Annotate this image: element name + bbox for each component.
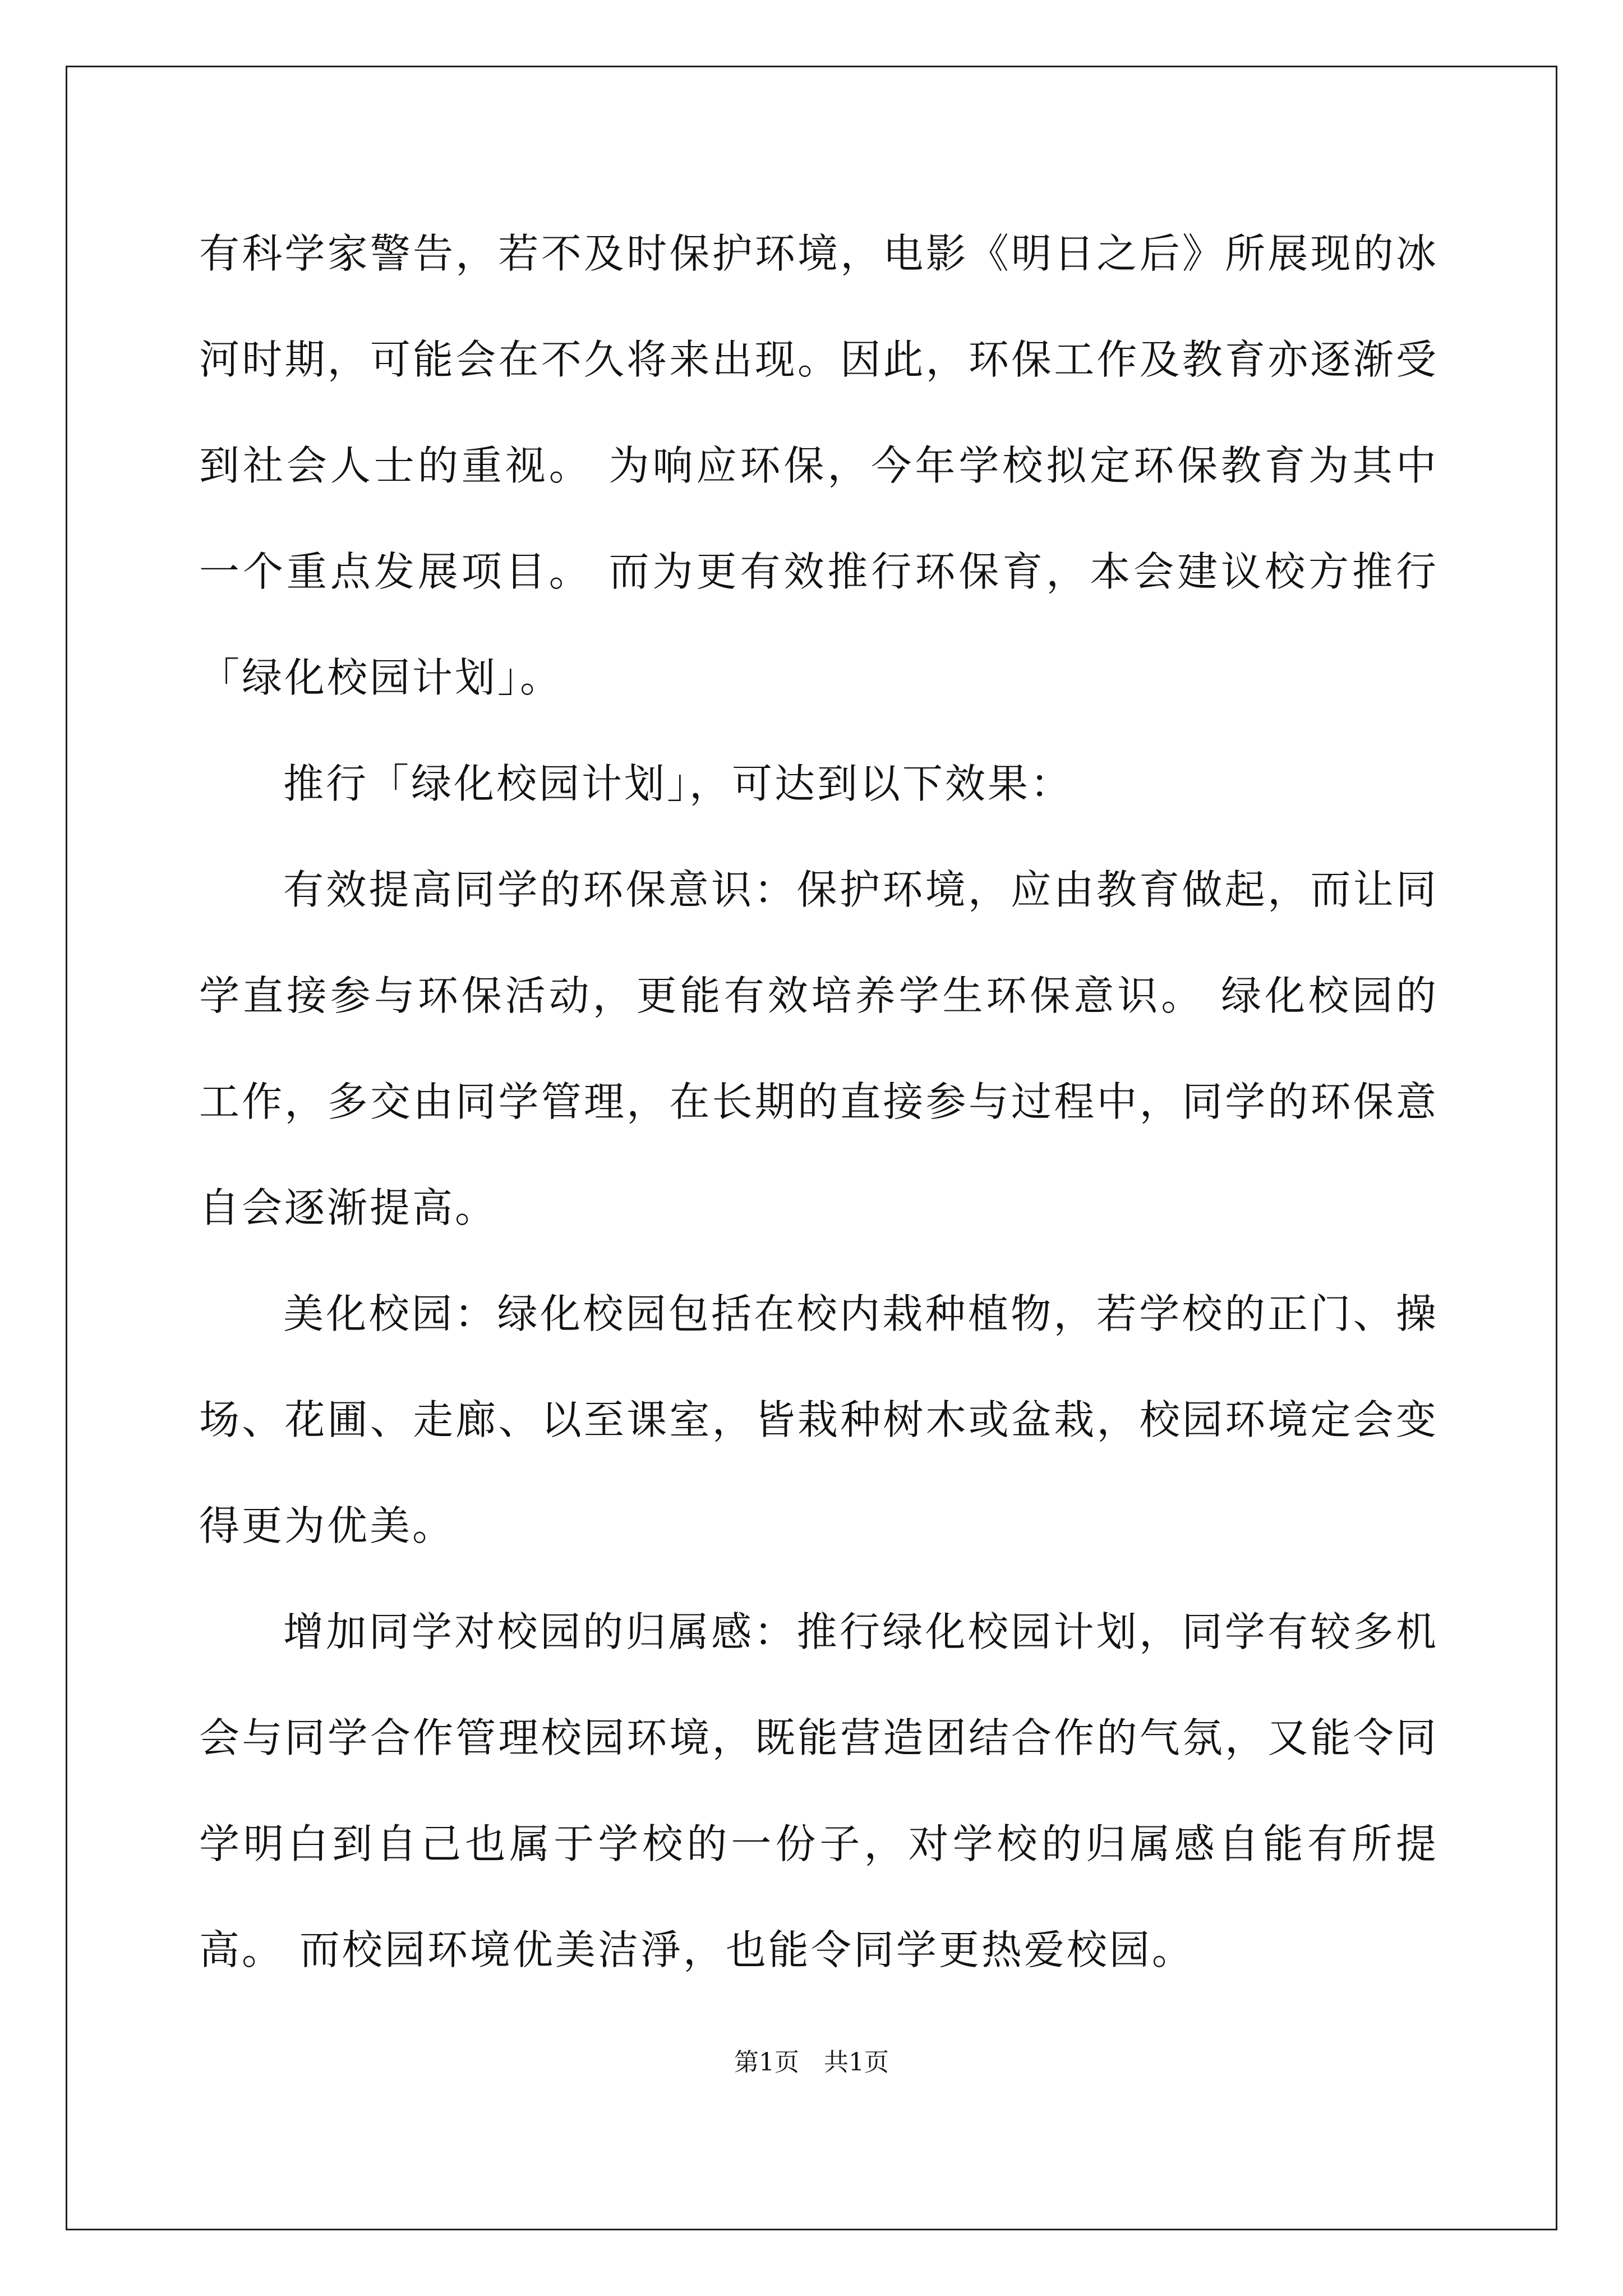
paragraph-beautify: 美化校园：绿化校园包括在校内栽种植物，若学校的正门、操场、花圃、走廊、以至课室，皆栽种树木或盆栽，校园环境定会变得更为优美。 — [199, 1290, 1438, 1549]
paragraph-intro: 有科学家警告，若不及时保护环境，电影《明日之后》所展现的冰河时期，可能会在不久将来出现。因此，环保工作及教育亦逐渐受到社会人士的重视。 为响应环保，今年学校拟定环保教育为其中一个重点发展项目。 而为更有效推行环保育，本会建议校方推行「绿化校园计划」。 — [199, 230, 1438, 701]
page-footer: 第1页 共1页 — [734, 2048, 889, 2077]
document-body — [199, 201, 1438, 2003]
paragraph-effects-heading: 推行「绿化校园计划」，可达到以下效果： — [283, 760, 1073, 807]
paragraph-belonging: 增加同学对校园的归属感：推行绿化校园计划，同学有较多机会与同学合作管理校园环境，既能营造团结合作的气氛，又能令同学明白到自己也属于学校的一份子，对学校的归属感自能有所提高。 而校园环境优美洁淨，也能令同学更热爱校园。 — [199, 1608, 1438, 1973]
paragraph-awareness: 有效提高同学的环保意识：保护环境，应由教育做起，而让同学直接参与环保活动，更能有效培养学生环保意识。 绿化校园的工作，多交由同学管理，在长期的直接参与过程中，同学的环保意自会逐渐提高。 — [199, 866, 1438, 1231]
